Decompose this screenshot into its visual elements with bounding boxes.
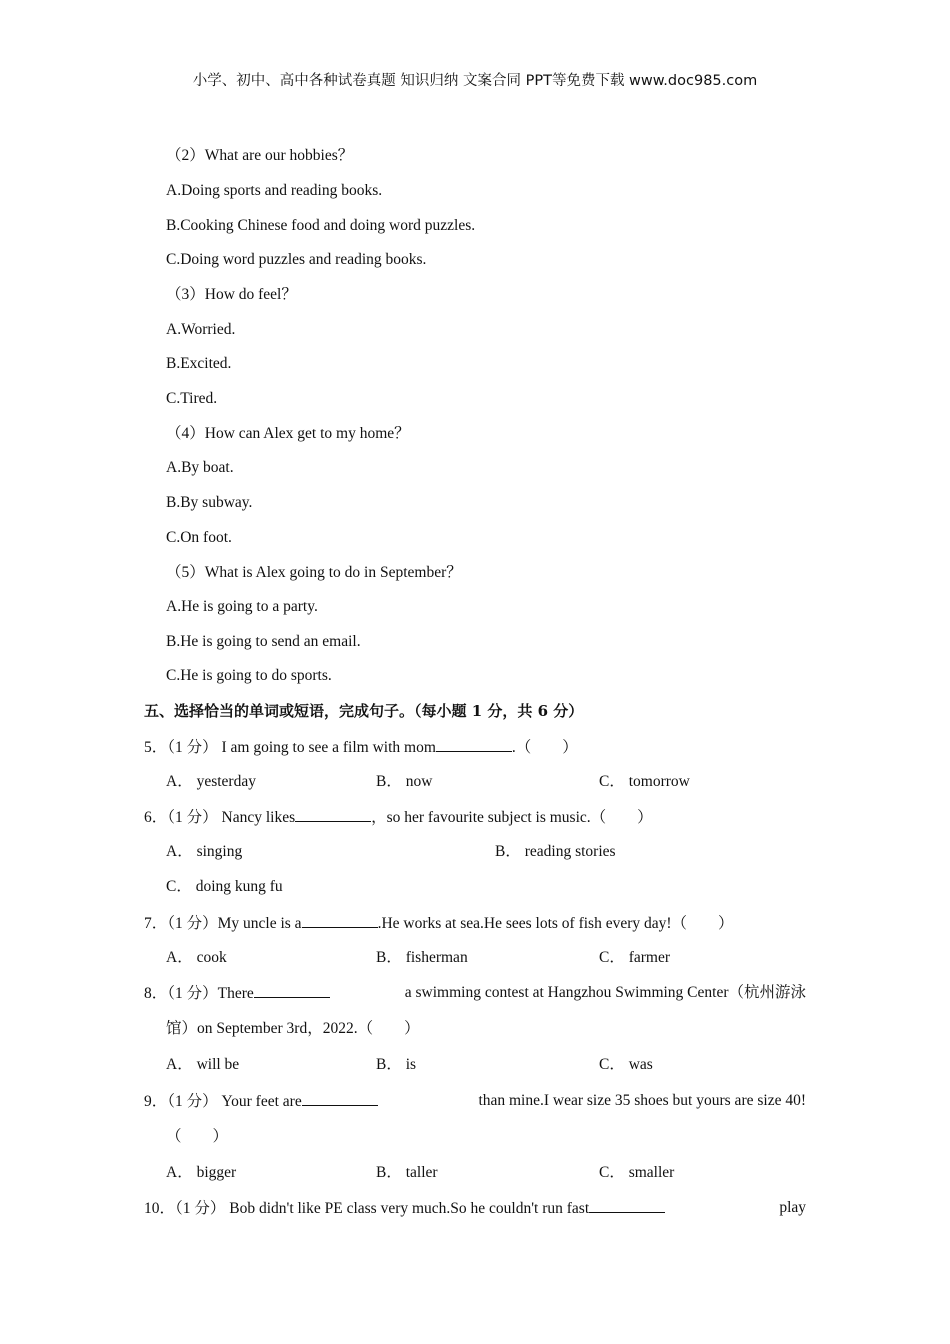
answer-blank xyxy=(295,807,371,822)
q6-option-c: C． doing kung fu xyxy=(166,878,283,895)
q7-option-a: A． cook xyxy=(166,949,227,966)
question-8-line2: 馆）on September 3rd，2022.（ ） xyxy=(166,1020,420,1037)
question-5-tail: .（ ） xyxy=(511,739,578,756)
question-8 xyxy=(144,983,806,1004)
question-6 xyxy=(144,807,653,828)
q5-option-a: A． yesterday xyxy=(166,773,256,790)
q9-option-c: C． smaller xyxy=(599,1164,675,1181)
q6-option-b: B． reading stories xyxy=(495,843,616,860)
q6-option-a: A． singing xyxy=(166,843,243,860)
question-5 xyxy=(144,737,578,758)
question-9-line2: （ ） xyxy=(166,1128,229,1145)
q7-option-c: C． farmer xyxy=(599,949,671,966)
q8-option-b: B． is xyxy=(376,1056,417,1073)
question-10-tail: play xyxy=(779,1199,806,1216)
question-2: （2）What are our hobbies？ xyxy=(166,147,354,164)
option-5b-listening: B.He is going to send an email. xyxy=(166,633,361,650)
q9-option-a: A． bigger xyxy=(166,1164,237,1181)
answer-blank xyxy=(254,983,330,998)
question-6-tail: ，so her favourite subject is music.（ ） xyxy=(371,809,653,826)
question-10 xyxy=(144,1198,806,1219)
option-2b: B.Cooking Chinese food and doing word puzzles. xyxy=(166,217,476,234)
question-9 xyxy=(144,1091,806,1112)
q5-option-b: B． now xyxy=(376,773,433,790)
question-5-listening: （5）What is Alex going to do in September？ xyxy=(166,564,462,581)
q5-option-c: C． tomorrow xyxy=(599,773,690,790)
option-5a-listening: A.He is going to a party. xyxy=(166,598,318,615)
section-title: 五、选择恰当的单词或短语，完成句子。（每小题 1 分，共 6 分） xyxy=(144,702,584,720)
option-3c: C.Tired. xyxy=(166,390,218,407)
question-7-tail: .He works at sea.He sees lots of fish every day!（ ） xyxy=(377,915,734,932)
option-2c: C.Doing word puzzles and reading books. xyxy=(166,251,427,268)
answer-blank xyxy=(589,1198,665,1213)
option-4a: A.By boat. xyxy=(166,459,234,476)
question-10-text: 10．（1 分） Bob didn't like PE class very much.So he couldn't run fast xyxy=(144,1200,590,1217)
question-8-tail: a swimming contest at Hangzhou Swimming Center（杭州游泳 xyxy=(404,984,806,1001)
option-4b: B.By subway. xyxy=(166,494,253,511)
question-4: （4）How can Alex get to my home？ xyxy=(166,425,410,442)
page-header-banner: 小学、初中、高中各种试卷真题 知识归纳 文案合同 PPT等免费下载 www.doc985.com xyxy=(192,73,758,89)
question-5-text: 5．（1 分） I am going to see a film with mom xyxy=(144,739,436,756)
question-3: （3）How do feel？ xyxy=(166,286,297,303)
q7-option-b: B． fisherman xyxy=(376,949,468,966)
option-3a: A.Worried. xyxy=(166,321,236,338)
question-8-text: 8．（1 分）There xyxy=(144,985,254,1002)
option-2a: A.Doing sports and reading books. xyxy=(166,182,383,199)
answer-blank xyxy=(302,1091,378,1106)
q8-option-c: C． was xyxy=(599,1056,653,1073)
question-6-text: 6．（1 分） Nancy likes xyxy=(144,809,296,826)
answer-blank xyxy=(302,913,378,928)
option-5c-listening: C.He is going to do sports. xyxy=(166,667,332,684)
question-7 xyxy=(144,913,734,934)
q9-option-b: B． taller xyxy=(376,1164,438,1181)
question-7-text: 7．（1 分）My uncle is a xyxy=(144,915,302,932)
answer-blank xyxy=(436,737,512,752)
q8-option-a: A． will be xyxy=(166,1056,240,1073)
option-3b: B.Excited. xyxy=(166,355,232,372)
question-9-tail: than mine.I wear size 35 shoes but yours are size 40! xyxy=(478,1092,806,1109)
option-4c: C.On foot. xyxy=(166,529,232,546)
question-9-text: 9．（1 分） Your feet are xyxy=(144,1093,302,1110)
